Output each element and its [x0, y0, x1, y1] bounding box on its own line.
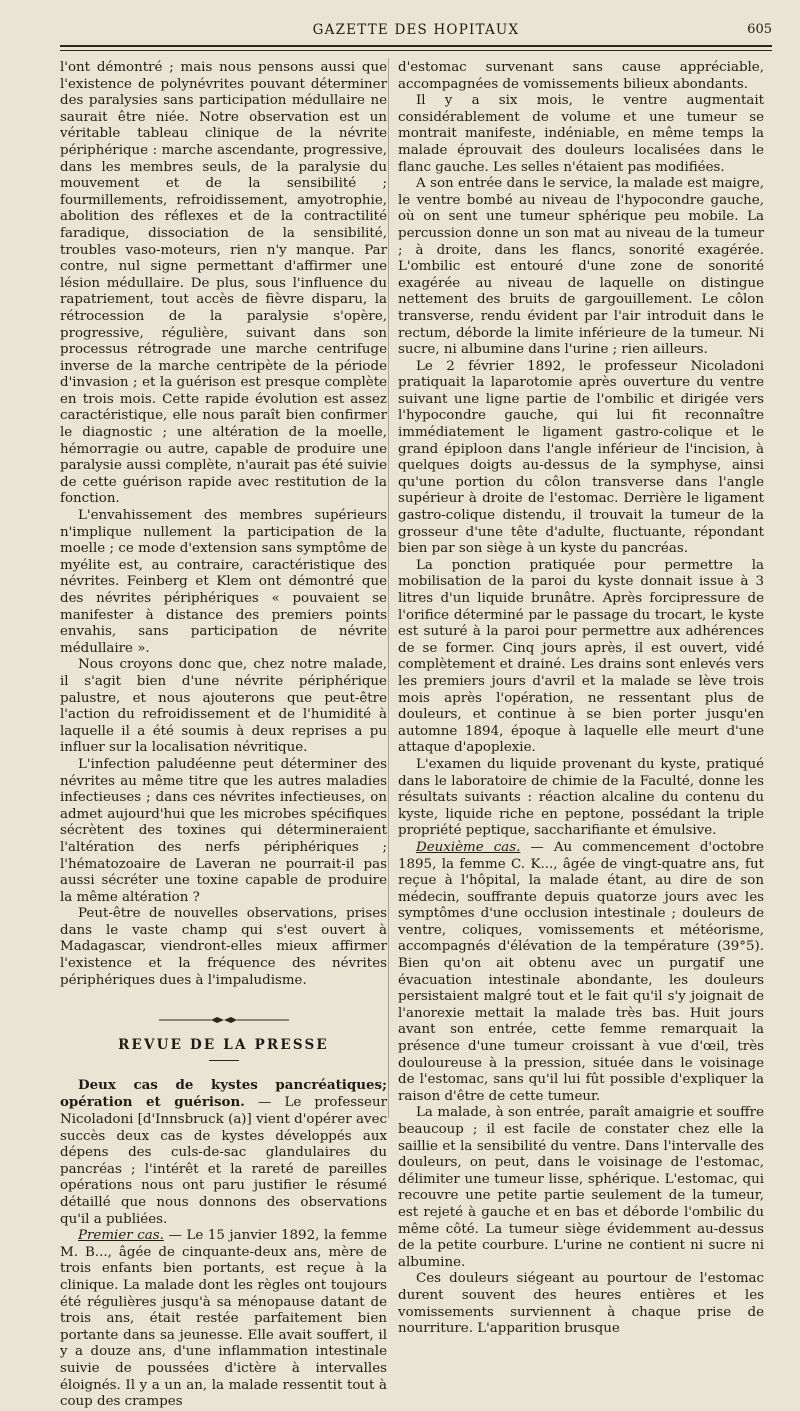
case-text: — Au commencement d'octobre 1895, la femme C. K..., âgée de vingt-quatre ans, fut reçue à l'hôpital, la malade étant, au dire de son médecin, souffrante depuis quatorze jours avec les symptômes d'une occlusion intestinale ; douleurs de ventre, coliques, vomissements et météorisme, accompagnés d'élévation de la température (39°5). Bien qu'on ait obtenu avec un purgatif une évacuation intestinale abondante, les douleurs persistaient malgré tout et le fait qu'il s'y joignait de l'anorexie mettait la malade très bas. Huit jours avant son entrée, cette femme remarquait la présence d'une tumeur croissant à vue d'œil, très douloureuse à la pression, située dans le voisinage de l'estomac, sans qu'il lui fût possible d'expliquer la raison d'être de cette tumeur.: [398, 839, 764, 1104]
left-column: [60, 60, 387, 1411]
section-rule: [209, 1060, 239, 1061]
paragraph: Ces douleurs siégeant au pourtour de l'estomac durent souvent des heures entières et les vomissements surviennent à chaque prise de nourriture. L'apparition brusque: [398, 1271, 764, 1337]
paragraph: d'estomac survenant sans cause appréciable, accompagnées de vomissements bilieux abondants.: [398, 60, 764, 92]
paragraph: Le 2 février 1892, le professeur Nicoladoni pratiquait la laparotomie après ouverture du ventre suivant une ligne partie de l'ombilic et dirigée vers l'hypocondre gauche, qui lui fit reconnaître immédiatement le ligament gastro-colique et le grand épiploon dans l'angle inférieur de l'incision, à quelques doigts au-dessus de la symphyse, ainsi qu'une portion du côlon transverse dans l'angle supérieur à droite de l'estomac. Derrière le ligament gastro-colique distendu, il trouvait la tumeur de la grosseur d'une tête d'adulte, fluctuante, répondant bien par son siège à un kyste du pancréas.: [398, 358, 764, 557]
case-label: Premier cas.: [78, 1228, 164, 1244]
paragraph: L'examen du liquide provenant du kyste, pratiqué dans le laboratoire de chimie de la Faculté, donne les résultats suivants : réaction alcaline du contenu du kyste, liquide riche en peptone, possédant la triple propriété peptique, saccharifiante et émulsive.: [398, 756, 764, 839]
section-title: REVUE DE LA PRESSE: [118, 1037, 329, 1054]
article-paragraph: [60, 1077, 387, 1228]
paragraph: Nous croyons donc que, chez notre malade, il s'agit bien d'une névrite périphérique palustre, et nous ajouterons que peut-être l'action du refroidissement et de l'humidité à laquelle il a été soumis à deux reprises a pu influer sur la localisation névritique.: [60, 657, 387, 756]
header-rule-thick: [60, 45, 772, 47]
column-divider: [388, 58, 389, 1118]
page-header: [60, 20, 772, 42]
paragraph: L'envahissement des membres supérieurs n'implique nullement la participation de la moelle ; ce mode d'extension sans symptôme de myélite est, au contraire, caractéristique des névrites. Feinberg et Klem ont démontré que des névrites périphériques « pouvaient se manifester à distance des premiers points envahis, sans participation de névrite médullaire ».: [60, 508, 387, 656]
case-paragraph: [60, 1228, 387, 1411]
ornament-divider: [159, 1015, 289, 1025]
paragraph: Peut-être de nouvelles observations, prises dans le vaste champ qui s'est ouvert à Madagascar, viendront-elles mieux affirmer l'existence et la fréquence des névrites périphériques dues à l'impaludisme.: [60, 906, 387, 988]
case-label: Deuxième cas.: [416, 839, 521, 855]
article-intro: — Le professeur Nicoladoni [d'Innsbruck (a)] vient d'opérer avec succès deux cas de kystes développés aux dépens des culs-de-sac glandulaires du pancréas ; l'intérêt et la rareté de pareilles opérations nous ont paru justifier le résumé détaillé que nous donnons des observations qu'il a publiées.: [60, 1095, 387, 1227]
paragraph: Il y a six mois, le ventre augmentait considérablement de volume et une tumeur se montrait manifeste, indéniable, en même temps la malade éprouvait des douleurs localisées dans le flanc gauche. Les selles n'étaient pas modifiées.: [398, 93, 764, 175]
header-rule-thin: [60, 50, 772, 51]
paragraph: A son entrée dans le service, la malade est maigre, le ventre bombé au niveau de l'hypocondre gauche, où on sent une tumeur sphérique peu mobile. La percussion donne un son mat au niveau de la tumeur ; à droite, dans les flancs, sonorité exagérée. L'ombilic est entouré d'une zone de sonorité exagérée au niveau de laquelle on distingue nettement des bruits de gargouillement. Le côlon transverse, rendu évident par l'air introduit dans le rectum, déborde la limite inférieure de la tumeur. Ni sucre, ni albumine dans l'urine ; rien ailleurs.: [398, 176, 764, 358]
case-paragraph: [398, 840, 764, 1106]
paragraph: L'infection paludéenne peut déterminer des névrites au même titre que les autres maladies infectieuses ; dans ces névrites infectieuses, on admet aujourd'hui que les microbes spécifiques sécrètent des toxines qui détermineraient l'altération des nerfs périphériques ; l'hématozoaire de Laveran ne pourrait-il pas aussi sécréter une toxine capable de produire la même altération ?: [60, 756, 387, 905]
case-text: — Le 15 janvier 1892, la femme M. B..., âgée de cinquante-deux ans, mère de trois enfants bien portants, est reçue à la clinique. La malade dont les règles ont toujours été régulières jusqu'à sa ménopause datant de trois ans, était restée parfaitement bien portante dans sa jeunesse. Elle avait souffert, il y a douze ans, d'une inflammation intestinale suivie de poussées d'ictère à intervalles éloignés. Il y a un an, la malade ressentit tout à coup des crampes: [60, 1228, 388, 1410]
page-number: 605: [747, 22, 772, 37]
paragraph: La ponction pratiquée pour permettre la mobilisation de la paroi du kyste donnait issue à 3 litres d'un liquide brunâtre. Après forcipressure de l'orifice déterminé par le passage du trocart, le kyste est suturé à la paroi pour permettre aux adhérences de se former. Cinq jours après, il est ouvert, vidé complètement et drainé. Les drains sont enlevés vers les premiers jours d'avril et la malade se lève trois mois après l'opération, ne ressentant plus de douleurs, et continue à se bien porter jusqu'en automne 1894, époque à laquelle elle meurt d'une attaque d'apoplexie.: [398, 557, 764, 756]
right-column: [398, 60, 764, 1338]
paragraph: l'ont démontré ; mais nous pensons aussi que l'existence de polynévrites pouvant déterminer des paralysies sans participation médullaire ne saurait être niée. Notre observation est un véritable tableau clinique de la névrite périphérique : marche ascendante, progressive, dans les membres seuls, de la paralysie du mouvement et de la sensibilité ; fourmillements, refroidissement, amyotrophie, abolition des réflexes et de la contractilité faradique, dissociation de la sensibilité, troubles vaso-moteurs, rien n'y manque. Par contre, nul signe permettant d'affirmer une lésion médullaire. De plus, sous l'influence du rapatriement, tout accès de fièvre disparu, la rétrocession de la paralysie s'opère, progressive, régulière, suivant dans son processus rétrograde une marche centrifuge inverse de la marche centripète de la période d'invasion ; et la guérison est presque complète en trois mois. Cette rapide évolution est assez caractéristique, elle nous paraît bien confirmer le diagnostic ; une altération de la moelle, hémorragie ou autre, capable de produire une paralysie aussi complète, n'aurait pas été suivie de cette guérison rapide avec restitution de la fonction.: [60, 60, 387, 507]
running-title: GAZETTE DES HOPITAUX: [312, 22, 520, 38]
article-title: Deux cas de kystes pancréatiques; opération et guérison.: [60, 1076, 387, 1111]
paragraph: La malade, à son entrée, paraît amaigrie et souffre beaucoup ; il est facile de constater chez elle la saillie et la sensibilité du ventre. Dans l'intervalle des douleurs, on peut, dans le voisinage de l'estomac, délimiter une tumeur lisse, sphérique. L'estomac, qui recouvre une petite partie seulement de la tumeur, est rejeté à gauche et en bas et déborde l'ombilic du même côté. La tumeur siège évidemment au-dessus de la petite courbure. L'urine ne contient ni sucre ni albumine.: [398, 1105, 764, 1270]
